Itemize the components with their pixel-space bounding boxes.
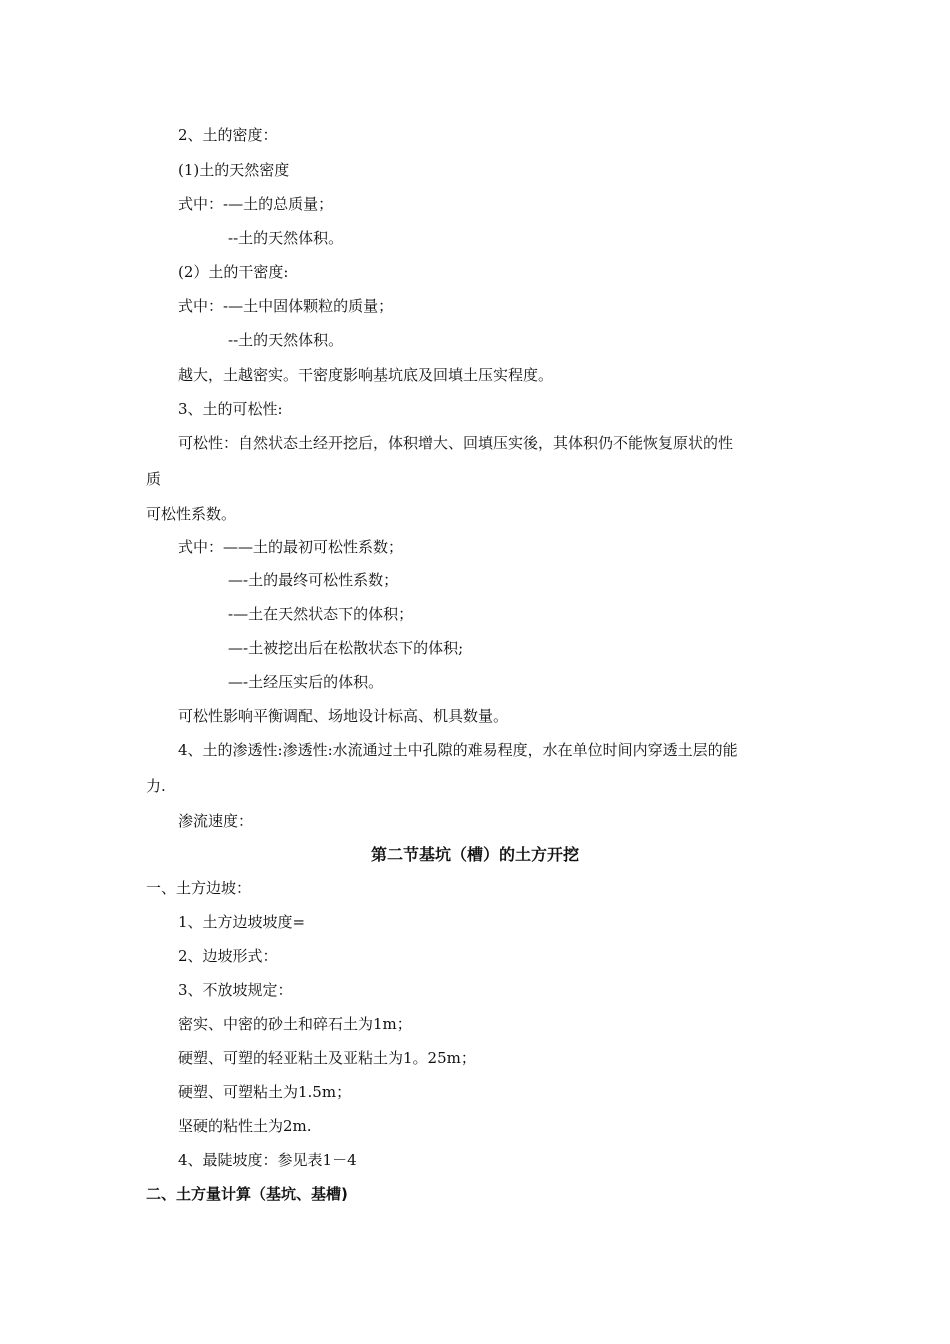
section-heading-slope: 一、土方边坡： bbox=[146, 879, 252, 897]
chapter-section-title: 第二节基坑（槽）的土方开挖 bbox=[370, 845, 579, 864]
formula-note: —-土经压实后的体积。 bbox=[228, 673, 384, 691]
list-item: 坚硬的粘性土为2m. bbox=[178, 1117, 312, 1135]
formula-note: 式中：-—土中固体颗粒的质量； bbox=[178, 297, 394, 315]
paragraph-continuation: 质 bbox=[146, 470, 162, 488]
paragraph: 越大，土越密实。干密度影响基坑底及回填土压实程度。 bbox=[178, 366, 554, 384]
paragraph: 可松性：自然状态土经开挖后，体积增大、回填压实後，其体积仍不能恢复原状的性 bbox=[178, 434, 734, 452]
formula-note: --土的天然体积。 bbox=[228, 331, 344, 349]
paragraph-continuation: 力. bbox=[146, 777, 166, 795]
formula-note: --土的天然体积。 bbox=[228, 229, 344, 247]
list-item: 2、边坡形式： bbox=[178, 947, 278, 965]
subheading-natural-density: (1)土的天然密度 bbox=[178, 161, 290, 179]
list-item: 3、不放坡规定： bbox=[178, 981, 293, 999]
paragraph: 可松性系数。 bbox=[146, 505, 237, 523]
list-item: 4、最陡坡度：参见表1－4 bbox=[178, 1151, 357, 1169]
list-item: 硬塑、可塑粘土为1.5m； bbox=[178, 1083, 352, 1101]
list-item: 硬塑、可塑的轻亚粘土及亚粘土为1。25m； bbox=[178, 1049, 476, 1067]
section-heading-looseness: 3、土的可松性: bbox=[178, 400, 283, 418]
formula-note: 式中：——土的最初可松性系数； bbox=[178, 538, 404, 556]
section-heading-earthwork: 二、土方量计算（基坑、基槽) bbox=[146, 1185, 348, 1203]
formula-note: 式中：-—土的总质量； bbox=[178, 195, 334, 213]
list-item: 密实、中密的砂土和碎石土为1m； bbox=[178, 1015, 412, 1033]
section-heading-density: 2、土的密度： bbox=[178, 126, 278, 144]
list-item: 1、土方边坡坡度= bbox=[178, 913, 306, 931]
section-heading-permeability: 4、土的渗透性:渗透性:水流通过土中孔隙的难易程度，水在单位时间内穿透土层的能 bbox=[178, 741, 738, 759]
formula-note: —-土被挖出后在松散状态下的体积; bbox=[228, 639, 464, 657]
paragraph: 可松性影响平衡调配、场地设计标高、机具数量。 bbox=[178, 707, 509, 725]
paragraph: 渗流速度： bbox=[178, 812, 254, 830]
formula-note: -—土在天然状态下的体积； bbox=[228, 605, 414, 623]
formula-note: —-土的最终可松性系数； bbox=[228, 571, 399, 589]
subheading-dry-density: (2）土的干密度: bbox=[178, 263, 289, 281]
